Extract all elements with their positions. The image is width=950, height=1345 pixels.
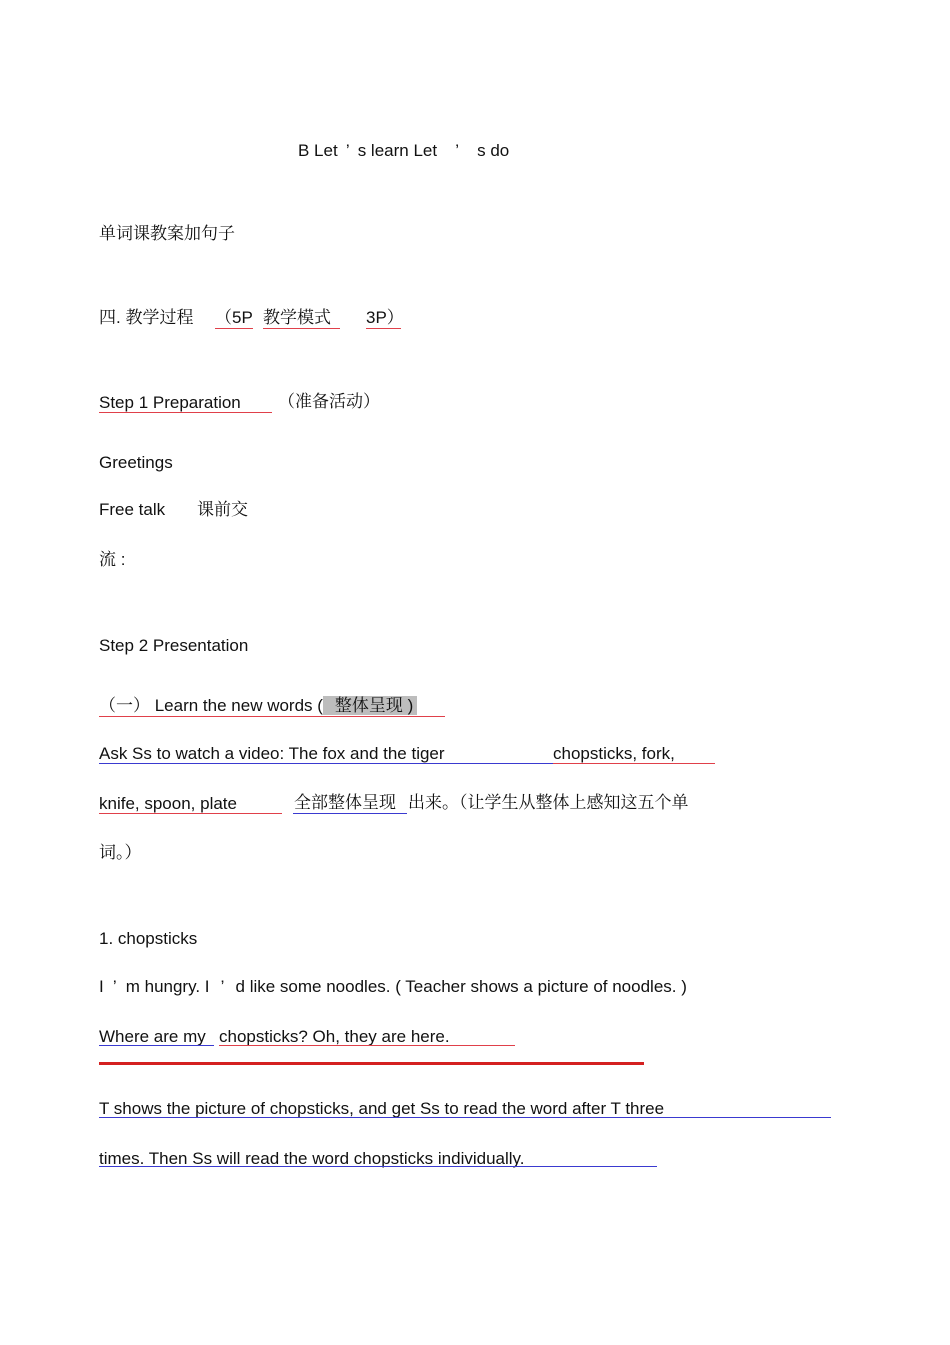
- underline: [99, 716, 445, 717]
- underline: [553, 763, 715, 764]
- present-all: 全部整体呈现: [294, 793, 396, 812]
- teacher-shows-text: T shows the picture of chopsticks, and get Ss to read the word after T three: [99, 1099, 665, 1118]
- step1-label: Step 1 Preparation: [99, 393, 241, 412]
- underline: [293, 813, 407, 814]
- section-heading: 四. 教学过程: [99, 308, 194, 327]
- present-note-cont: 词。）: [99, 843, 142, 862]
- lesson-subtitle: 单词课教案加句子: [99, 224, 235, 243]
- underline: [219, 1045, 515, 1046]
- highlight-text: 整体呈现 ): [323, 696, 417, 715]
- video-words: chopsticks, fork,: [553, 744, 675, 763]
- free-talk-text: Free talk: [99, 500, 166, 519]
- underline: [263, 328, 340, 329]
- present-note: 出来。（让学生从整体上感知这五个单: [408, 793, 689, 812]
- where-question: Where are my: [99, 1027, 206, 1046]
- step2-label: Step 2 Presentation: [99, 636, 249, 655]
- underline: [99, 1045, 214, 1046]
- underline: [215, 328, 253, 329]
- learn-words-line: （一） Learn the new words ( 整体呈现 ): [99, 696, 417, 716]
- knife-words: knife, spoon, plate: [99, 794, 237, 813]
- section-mode-close: 3P）: [366, 308, 404, 327]
- where-answer: chopsticks? Oh, they are here.: [219, 1027, 450, 1046]
- teacher-shows-text-cont: times. Then Ss will read the word chopsticks individually.: [99, 1149, 525, 1168]
- video-instruction: Ask Ss to watch a video: The fox and the tiger: [99, 744, 445, 763]
- underline: [99, 1117, 831, 1118]
- free-talk-zh: 课前交: [197, 500, 248, 519]
- thick-divider: [99, 1062, 644, 1065]
- underline: [99, 813, 282, 814]
- hungry-sentence: I ’ m hungry. I ’ d like some noodles. ( Teacher shows a picture of noodles. ): [99, 977, 687, 996]
- section-mode-open: （5P: [215, 308, 253, 327]
- underline: [99, 763, 553, 764]
- greetings-text: Greetings: [99, 453, 173, 472]
- underline: [99, 412, 272, 413]
- item-chopsticks: 1. chopsticks: [99, 929, 198, 948]
- free-talk-zh-cont: 流 :: [99, 550, 126, 569]
- lesson-title: B Let ’ s learn Let ’ s do: [298, 141, 510, 160]
- underline: [99, 1166, 657, 1167]
- step1-note: （准备活动）: [278, 392, 380, 411]
- underline: [366, 328, 401, 329]
- section-mode-text: 教学模式: [263, 308, 331, 327]
